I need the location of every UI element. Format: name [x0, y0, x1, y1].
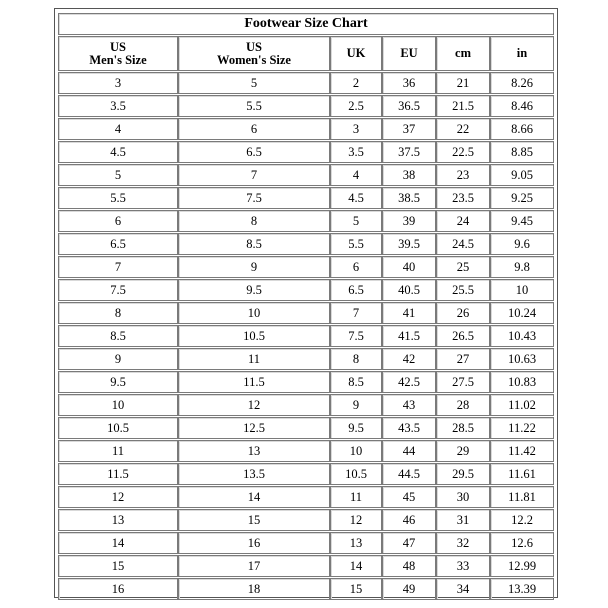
cell-uk: 9.5: [330, 417, 382, 439]
table-row: [58, 509, 554, 531]
table-row: [58, 463, 554, 485]
cell-eu: 39: [382, 210, 436, 232]
header-us-mens-size: [58, 36, 178, 71]
cell-us-mens: 10.5: [58, 417, 178, 439]
cell-in: 11.61: [490, 463, 554, 485]
cell-cm: 28.5: [436, 417, 490, 439]
cell-us-womens: 10.5: [178, 325, 330, 347]
cell-cm: 21.5: [436, 95, 490, 117]
cell-in: 11.81: [490, 486, 554, 508]
cell-us-mens: 16: [58, 578, 178, 600]
cell-in: 13.39: [490, 578, 554, 600]
cell-in: 8.46: [490, 95, 554, 117]
cell-us-womens: 14: [178, 486, 330, 508]
cell-in: 9.6: [490, 233, 554, 255]
cell-eu: 48: [382, 555, 436, 577]
cell-cm: 23.5: [436, 187, 490, 209]
cell-in: 12.6: [490, 532, 554, 554]
cell-uk: 2: [330, 72, 382, 94]
cell-us-mens: 4: [58, 118, 178, 140]
cell-uk: 4: [330, 164, 382, 186]
cell-eu: 37.5: [382, 141, 436, 163]
table-row: [58, 486, 554, 508]
cell-in: 8.66: [490, 118, 554, 140]
cell-in: 11.02: [490, 394, 554, 416]
cell-uk: 3: [330, 118, 382, 140]
cell-us-mens: 11: [58, 440, 178, 462]
cell-us-mens: 15: [58, 555, 178, 577]
cell-cm: 24: [436, 210, 490, 232]
cell-eu: 49: [382, 578, 436, 600]
cell-in: 8.26: [490, 72, 554, 94]
cell-us-mens: 5.5: [58, 187, 178, 209]
cell-us-mens: 8.5: [58, 325, 178, 347]
header-line: EU: [400, 46, 418, 60]
cell-us-mens: 14: [58, 532, 178, 554]
cell-cm: 30: [436, 486, 490, 508]
table-row: [58, 118, 554, 140]
cell-eu: 42.5: [382, 371, 436, 393]
cell-eu: 45: [382, 486, 436, 508]
cell-us-womens: 9: [178, 256, 330, 278]
cell-us-mens: 9.5: [58, 371, 178, 393]
cell-in: 10: [490, 279, 554, 301]
table-row: [58, 302, 554, 324]
cell-eu: 36: [382, 72, 436, 94]
cell-cm: 33: [436, 555, 490, 577]
cell-cm: 23: [436, 164, 490, 186]
cell-uk: 14: [330, 555, 382, 577]
cell-in: 10.63: [490, 348, 554, 370]
cell-in: 8.85: [490, 141, 554, 163]
cell-us-womens: 9.5: [178, 279, 330, 301]
cell-cm: 26: [436, 302, 490, 324]
cell-cm: 31: [436, 509, 490, 531]
cell-cm: 25.5: [436, 279, 490, 301]
cell-eu: 46: [382, 509, 436, 531]
cell-uk: 3.5: [330, 141, 382, 163]
cell-in: 9.25: [490, 187, 554, 209]
title-row: [58, 13, 554, 35]
cell-eu: 42: [382, 348, 436, 370]
cell-us-womens: 18: [178, 578, 330, 600]
table-body: [58, 72, 554, 600]
cell-uk: 10.5: [330, 463, 382, 485]
cell-uk: 6: [330, 256, 382, 278]
cell-eu: 38.5: [382, 187, 436, 209]
cell-cm: 26.5: [436, 325, 490, 347]
cell-in: 12.99: [490, 555, 554, 577]
header-line: Women's Size: [217, 52, 291, 67]
header-in: [490, 36, 554, 71]
cell-uk: 4.5: [330, 187, 382, 209]
cell-us-womens: 17: [178, 555, 330, 577]
table-row: [58, 555, 554, 577]
cell-cm: 25: [436, 256, 490, 278]
cell-uk: 5.5: [330, 233, 382, 255]
table-row: [58, 210, 554, 232]
cell-us-womens: 13: [178, 440, 330, 462]
cell-in: 9.8: [490, 256, 554, 278]
cell-us-womens: 12: [178, 394, 330, 416]
cell-us-womens: 10: [178, 302, 330, 324]
table-row: [58, 348, 554, 370]
cell-us-mens: 9: [58, 348, 178, 370]
cell-us-womens: 5.5: [178, 95, 330, 117]
cell-cm: 28: [436, 394, 490, 416]
cell-in: 10.24: [490, 302, 554, 324]
cell-us-mens: 10: [58, 394, 178, 416]
cell-cm: 29.5: [436, 463, 490, 485]
cell-uk: 11: [330, 486, 382, 508]
table-row: [58, 578, 554, 600]
cell-cm: 24.5: [436, 233, 490, 255]
cell-in: 10.83: [490, 371, 554, 393]
cell-uk: 2.5: [330, 95, 382, 117]
cell-uk: 8: [330, 348, 382, 370]
cell-uk: 13: [330, 532, 382, 554]
cell-us-womens: 11.5: [178, 371, 330, 393]
cell-us-mens: 11.5: [58, 463, 178, 485]
table-row: [58, 532, 554, 554]
header-line: cm: [455, 46, 471, 60]
cell-us-mens: 7.5: [58, 279, 178, 301]
cell-us-mens: 13: [58, 509, 178, 531]
header-line: UK: [346, 46, 366, 60]
table-row: [58, 394, 554, 416]
table-row: [58, 141, 554, 163]
table-row: [58, 325, 554, 347]
cell-cm: 21: [436, 72, 490, 94]
header-row: [58, 36, 554, 71]
cell-uk: 12: [330, 509, 382, 531]
cell-eu: 38: [382, 164, 436, 186]
cell-cm: 22.5: [436, 141, 490, 163]
cell-uk: 15: [330, 578, 382, 600]
cell-us-womens: 15: [178, 509, 330, 531]
cell-us-mens: 4.5: [58, 141, 178, 163]
cell-us-womens: 7.5: [178, 187, 330, 209]
table-row: [58, 72, 554, 94]
header-us-womens-size: [178, 36, 330, 71]
cell-uk: 10: [330, 440, 382, 462]
table-row: [58, 187, 554, 209]
cell-eu: 37: [382, 118, 436, 140]
cell-us-womens: 5: [178, 72, 330, 94]
cell-cm: 32: [436, 532, 490, 554]
cell-us-mens: 7: [58, 256, 178, 278]
cell-cm: 34: [436, 578, 490, 600]
cell-eu: 44: [382, 440, 436, 462]
cell-uk: 7: [330, 302, 382, 324]
cell-cm: 27.5: [436, 371, 490, 393]
table-row: [58, 95, 554, 117]
cell-in: 11.42: [490, 440, 554, 462]
cell-us-mens: 12: [58, 486, 178, 508]
cell-eu: 41: [382, 302, 436, 324]
size-chart-frame: [54, 8, 558, 598]
cell-eu: 39.5: [382, 233, 436, 255]
table-row: [58, 417, 554, 439]
table-row: [58, 233, 554, 255]
cell-us-womens: 12.5: [178, 417, 330, 439]
header-line: US: [110, 39, 126, 54]
cell-eu: 43: [382, 394, 436, 416]
cell-in: 10.43: [490, 325, 554, 347]
chart-title: Footwear Size Chart: [58, 13, 554, 35]
cell-eu: 43.5: [382, 417, 436, 439]
cell-us-womens: 16: [178, 532, 330, 554]
header-uk: [330, 36, 382, 71]
cell-us-womens: 11: [178, 348, 330, 370]
cell-us-womens: 6.5: [178, 141, 330, 163]
cell-in: 9.05: [490, 164, 554, 186]
cell-eu: 40: [382, 256, 436, 278]
cell-uk: 7.5: [330, 325, 382, 347]
table-row: [58, 440, 554, 462]
cell-us-mens: 5: [58, 164, 178, 186]
cell-eu: 44.5: [382, 463, 436, 485]
cell-us-mens: 3: [58, 72, 178, 94]
cell-us-womens: 8.5: [178, 233, 330, 255]
header-line: Men's Size: [89, 52, 147, 67]
header-cm: [436, 36, 490, 71]
cell-uk: 8.5: [330, 371, 382, 393]
header-eu: [382, 36, 436, 71]
cell-eu: 47: [382, 532, 436, 554]
cell-eu: 41.5: [382, 325, 436, 347]
table-row: [58, 256, 554, 278]
cell-uk: 5: [330, 210, 382, 232]
cell-eu: 36.5: [382, 95, 436, 117]
cell-cm: 29: [436, 440, 490, 462]
cell-uk: 6.5: [330, 279, 382, 301]
cell-eu: 40.5: [382, 279, 436, 301]
table-row: [58, 164, 554, 186]
cell-us-mens: 6.5: [58, 233, 178, 255]
cell-in: 9.45: [490, 210, 554, 232]
size-chart-table: [58, 12, 554, 601]
cell-in: 11.22: [490, 417, 554, 439]
table-row: [58, 279, 554, 301]
cell-us-mens: 3.5: [58, 95, 178, 117]
table-row: [58, 371, 554, 393]
header-line: in: [516, 46, 528, 60]
header-line: US: [246, 39, 262, 54]
cell-us-mens: 8: [58, 302, 178, 324]
cell-cm: 27: [436, 348, 490, 370]
cell-us-mens: 6: [58, 210, 178, 232]
cell-uk: 9: [330, 394, 382, 416]
cell-us-womens: 13.5: [178, 463, 330, 485]
cell-in: 12.2: [490, 509, 554, 531]
cell-us-womens: 8: [178, 210, 330, 232]
cell-us-womens: 6: [178, 118, 330, 140]
cell-us-womens: 7: [178, 164, 330, 186]
cell-cm: 22: [436, 118, 490, 140]
